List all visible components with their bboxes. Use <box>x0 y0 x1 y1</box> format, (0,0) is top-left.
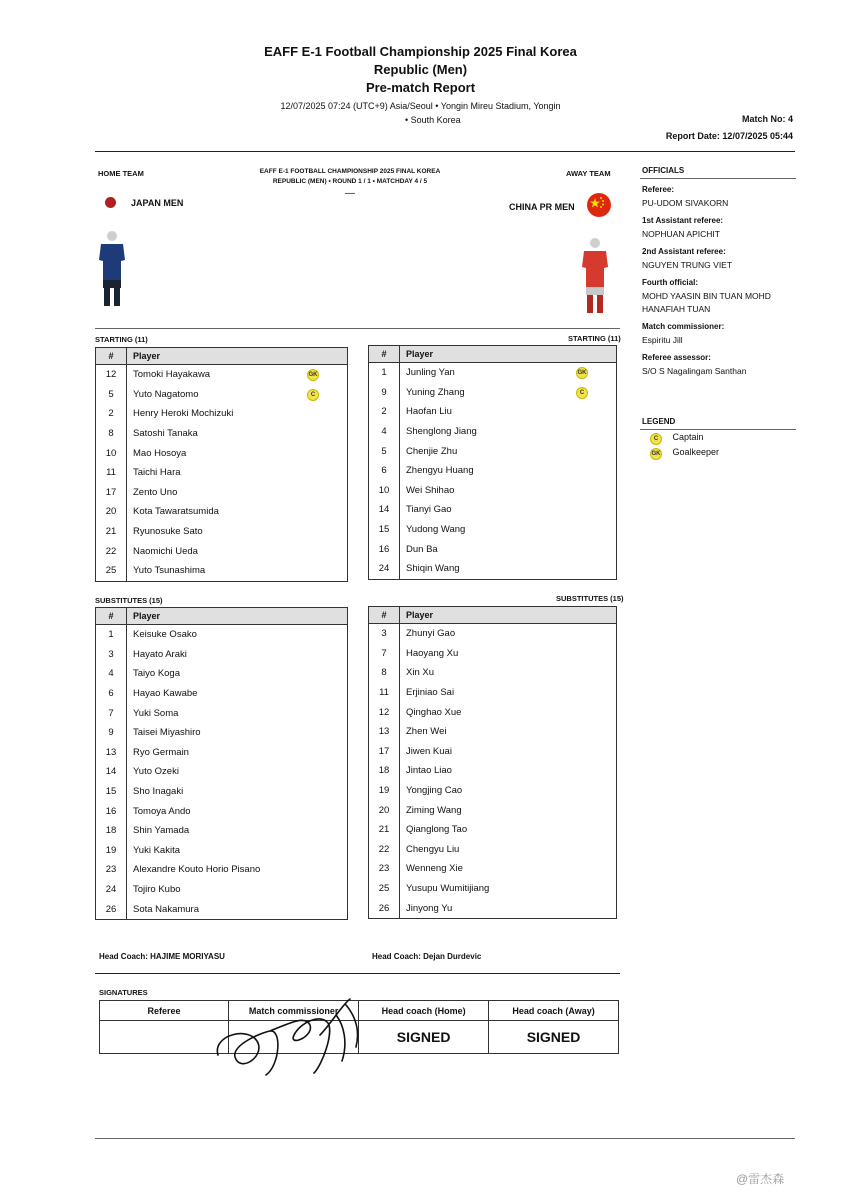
table-row <box>96 821 348 841</box>
player-name: Keisuke Osako <box>133 629 197 641</box>
player-badge-cell <box>576 781 617 801</box>
player-number: 7 <box>96 703 127 723</box>
player-name: Tianyi Gao <box>406 504 452 516</box>
player-name: Haoyang Xu <box>406 647 459 659</box>
player-name: Tomoya Ando <box>133 805 191 817</box>
official-role: Fourth official: <box>642 278 698 287</box>
player-badge-cell <box>576 539 617 559</box>
player-badge-cell <box>576 742 617 762</box>
player-badge-cell <box>307 645 348 665</box>
table-row <box>96 404 348 424</box>
official-role: Referee assessor: <box>642 353 711 362</box>
table-row <box>96 424 348 444</box>
player-badge-cell <box>307 841 348 861</box>
player-badge-cell <box>576 879 617 899</box>
player-badge-cell <box>307 664 348 684</box>
table-row <box>369 859 617 879</box>
player-name: Yuto Tsunashima <box>133 565 206 577</box>
table-row <box>369 461 617 481</box>
player-name: Mao Hosoya <box>133 447 187 459</box>
official-role: Match commissioner: <box>642 322 725 331</box>
player-number: 22 <box>369 840 400 860</box>
table-row <box>369 742 617 762</box>
datetime-venue: 12/07/2025 07:24 (UTC+9) Asia/Seoul • Yongin Mireu Stadium, Yongin <box>280 101 561 111</box>
player-name: Erjiniao Sai <box>406 687 455 699</box>
sig-away-coach-value: SIGNED <box>489 1021 619 1054</box>
col-player-header: Player <box>400 607 617 624</box>
table-row <box>369 383 617 403</box>
player-number: 16 <box>369 539 400 559</box>
table-row <box>96 880 348 900</box>
player-name: Zhunyi Gao <box>406 628 456 640</box>
table-row <box>96 684 348 704</box>
player-badge-cell <box>576 820 617 840</box>
table-row <box>96 625 348 645</box>
player-badge-cell <box>576 363 617 383</box>
player-name: Henry Heroki Mochizuki <box>133 408 234 420</box>
officials-list <box>642 185 802 384</box>
report-title-line1: EAFF E-1 Football Championship 2025 Final Korea <box>264 44 577 59</box>
player-name: Taichi Hara <box>133 467 181 479</box>
player-number: 2 <box>96 404 127 424</box>
official-name: NGUYEN TRUNG VIET <box>642 260 733 270</box>
official-item <box>642 216 802 241</box>
player-number: 14 <box>96 762 127 782</box>
player-badge-cell <box>307 541 348 561</box>
goalkeeper-badge-icon: GK <box>576 367 588 379</box>
player-name: Dun Ba <box>406 543 438 555</box>
player-badge-cell <box>576 702 617 722</box>
player-badge-cell <box>576 520 617 540</box>
table-row <box>369 644 617 664</box>
table-row <box>369 898 617 918</box>
player-badge-cell <box>576 761 617 781</box>
legend-divider <box>640 429 796 430</box>
signatures-divider <box>95 973 620 974</box>
officials-divider <box>640 178 796 179</box>
player-number: 12 <box>96 365 127 385</box>
player-badge-cell <box>576 559 617 579</box>
table-row <box>96 899 348 919</box>
player-badge-cell <box>576 422 617 442</box>
home-starting-label: STARTING (11) <box>95 335 148 344</box>
player-badge-cell <box>307 522 348 542</box>
table-row <box>369 441 617 461</box>
table-row <box>96 561 348 581</box>
player-number: 21 <box>369 820 400 840</box>
player-name: Tojiro Kubo <box>133 884 181 896</box>
official-item <box>642 353 802 378</box>
player-number: 6 <box>369 461 400 481</box>
table-row <box>369 539 617 559</box>
report-date: Report Date: 12/07/2025 05:44 <box>665 131 793 141</box>
player-name: Zento Uno <box>133 486 178 498</box>
venue-country: • South Korea <box>405 115 461 125</box>
sig-referee-header: Referee <box>100 1001 229 1021</box>
player-number: 26 <box>369 898 400 918</box>
player-name: Kota Tawaratsumida <box>133 506 219 518</box>
report-title-line2: Republic (Men) <box>373 62 468 77</box>
player-badge-cell <box>307 821 348 841</box>
official-name: NOPHUAN APICHIT <box>642 229 720 239</box>
player-name: Hayato Araki <box>133 648 187 660</box>
table-row <box>96 522 348 542</box>
player-number: 11 <box>369 683 400 703</box>
player-badge-cell <box>576 722 617 742</box>
player-number: 25 <box>369 879 400 899</box>
team-divider <box>95 328 620 329</box>
player-name: Junling Yan <box>406 367 455 379</box>
match-number: Match No: 4 <box>741 114 793 124</box>
competition-dash: — <box>345 188 355 199</box>
report-title-line3: Pre-match Report <box>365 80 476 95</box>
col-player-header: Player <box>127 348 348 365</box>
player-number: 18 <box>369 761 400 781</box>
home-team-name: JAPAN MEN <box>131 198 184 208</box>
away-subs-table <box>368 606 617 919</box>
player-number: 1 <box>96 625 127 645</box>
table-row <box>96 645 348 665</box>
away-starting-table <box>368 345 617 580</box>
official-role: Referee: <box>642 185 675 194</box>
player-badge-cell <box>576 481 617 501</box>
player-number: 4 <box>369 422 400 442</box>
player-name: Yuki Kakita <box>133 844 180 856</box>
competition-line1: EAFF E-1 FOOTBALL CHAMPIONSHIP 2025 FINAL KOREA <box>259 168 441 175</box>
player-number: 22 <box>96 541 127 561</box>
col-number-header: # <box>369 607 400 624</box>
signatures-heading: SIGNATURES <box>99 988 148 997</box>
player-badge-cell <box>576 898 617 918</box>
player-badge-cell <box>307 625 348 645</box>
table-row <box>369 761 617 781</box>
table-row <box>96 385 348 405</box>
table-row <box>96 443 348 463</box>
player-badge-cell <box>307 899 348 919</box>
player-number: 15 <box>96 782 127 802</box>
player-number: 19 <box>96 841 127 861</box>
header-divider <box>95 151 795 152</box>
player-name: Taisei Miyashiro <box>133 727 201 739</box>
player-number: 11 <box>96 463 127 483</box>
table-row <box>96 463 348 483</box>
player-number: 5 <box>96 385 127 405</box>
player-name: Taiyo Koga <box>133 668 181 680</box>
player-badge-cell <box>576 624 617 644</box>
table-row <box>96 365 348 385</box>
player-name: Ryunosuke Sato <box>133 526 203 538</box>
player-badge-cell <box>307 463 348 483</box>
player-badge-cell <box>307 860 348 880</box>
table-row <box>369 422 617 442</box>
legend-captain-label: Captain <box>672 432 704 442</box>
away-starting-label: STARTING (11) <box>568 334 621 343</box>
player-name: Sho Inagaki <box>133 786 184 798</box>
table-row <box>96 801 348 821</box>
table-row <box>369 702 617 722</box>
table-row <box>369 363 617 383</box>
player-name: Hayao Kawabe <box>133 688 198 700</box>
player-name: Qinghao Xue <box>406 706 462 718</box>
player-name: Shin Yamada <box>133 825 190 837</box>
sig-commissioner-header: Match commissioner <box>229 1001 359 1021</box>
player-badge-cell <box>307 723 348 743</box>
official-item <box>642 322 802 347</box>
table-row <box>96 703 348 723</box>
player-name: Naomichi Ueda <box>133 545 198 557</box>
captain-badge-icon: C <box>650 433 662 445</box>
col-player-header: Player <box>400 346 617 363</box>
table-row <box>369 559 617 579</box>
player-name: Yuto Nagatomo <box>133 388 199 400</box>
player-badge-cell <box>307 703 348 723</box>
home-subs-table <box>95 607 348 920</box>
player-name: Alexandre Kouto Horio Pisano <box>133 864 261 876</box>
player-name: Yuto Ozeki <box>133 766 179 778</box>
player-number: 17 <box>369 742 400 762</box>
player-badge-cell <box>307 684 348 704</box>
competition-line2: REPUBLIC (MEN) • ROUND 1 / 1 • MATCHDAY 4 / 5 <box>272 178 428 185</box>
official-item <box>642 185 802 210</box>
table-row <box>96 860 348 880</box>
player-badge-cell <box>307 502 348 522</box>
table-row <box>369 800 617 820</box>
player-number: 26 <box>96 899 127 919</box>
table-row <box>369 840 617 860</box>
official-name: MOHD YAASIN BIN TUAN MOHD HANAFIAH TUAN <box>642 291 771 314</box>
table-row <box>369 481 617 501</box>
player-number: 20 <box>369 800 400 820</box>
player-name: Yongjing Cao <box>406 785 463 797</box>
table-row <box>369 624 617 644</box>
away-kit-icon <box>580 237 610 315</box>
player-name: Wenneng Xie <box>406 863 463 875</box>
player-number: 13 <box>369 722 400 742</box>
home-team-label: HOME TEAM <box>98 169 144 178</box>
player-number: 20 <box>96 502 127 522</box>
table-row <box>96 483 348 503</box>
player-number: 16 <box>96 801 127 821</box>
away-subs-label: SUBSTITUTES (15) <box>556 594 624 603</box>
player-badge-cell <box>307 424 348 444</box>
handwritten-signature <box>210 995 370 1080</box>
official-item <box>642 247 802 272</box>
player-badge-cell <box>576 402 617 422</box>
player-badge-cell <box>576 800 617 820</box>
player-name: Zhengyu Huang <box>406 465 474 477</box>
player-name: Sota Nakamura <box>133 903 200 915</box>
away-team-label: AWAY TEAM <box>566 169 611 178</box>
player-badge-cell <box>307 880 348 900</box>
table-row <box>369 402 617 422</box>
away-head-coach: Head Coach: Dejan Durdevic <box>372 952 482 961</box>
china-flag-icon <box>587 193 611 217</box>
player-badge-cell <box>307 561 348 581</box>
player-number: 19 <box>369 781 400 801</box>
home-kit-icon <box>97 230 127 308</box>
table-row <box>96 841 348 861</box>
player-badge-cell <box>307 385 348 405</box>
table-row <box>369 722 617 742</box>
legend-captain <box>650 432 704 445</box>
table-row <box>96 782 348 802</box>
player-number: 8 <box>96 424 127 444</box>
player-badge-cell <box>307 365 348 385</box>
player-number: 7 <box>369 644 400 664</box>
official-role: 2nd Assistant referee: <box>642 247 726 256</box>
player-number: 23 <box>96 860 127 880</box>
player-name: Jintao Liao <box>406 765 452 777</box>
player-number: 15 <box>369 520 400 540</box>
captain-badge-icon: C <box>307 389 319 401</box>
player-badge-cell <box>307 483 348 503</box>
home-subs-label: SUBSTITUTES (15) <box>95 596 163 605</box>
footer-divider <box>95 1138 795 1139</box>
player-name: Xin Xu <box>406 667 434 679</box>
player-name: Yuning Zhang <box>406 386 465 398</box>
table-row <box>96 541 348 561</box>
player-number: 17 <box>96 483 127 503</box>
player-name: Yudong Wang <box>406 524 466 536</box>
goalkeeper-badge-icon: GK <box>650 448 662 460</box>
player-badge-cell <box>576 683 617 703</box>
player-number: 24 <box>369 559 400 579</box>
player-badge-cell <box>307 762 348 782</box>
col-number-header: # <box>96 608 127 625</box>
player-name: Ziming Wang <box>406 804 462 816</box>
player-name: Haofan Liu <box>406 406 452 418</box>
player-badge-cell <box>576 500 617 520</box>
player-number: 8 <box>369 663 400 683</box>
official-name: S/O S Nagalingam Santhan <box>642 366 747 376</box>
official-name: PU-UDOM SIVAKORN <box>642 198 729 208</box>
goalkeeper-badge-icon: GK <box>307 369 319 381</box>
player-number: 25 <box>96 561 127 581</box>
table-row <box>96 723 348 743</box>
player-badge-cell <box>576 461 617 481</box>
player-number: 13 <box>96 743 127 763</box>
table-row <box>369 879 617 899</box>
legend-goalkeeper <box>650 447 719 460</box>
home-head-coach: Head Coach: HAJIME MORIYASU <box>99 952 225 961</box>
official-role: 1st Assistant referee: <box>642 216 724 225</box>
player-name: Qianglong Tao <box>406 824 468 836</box>
official-name: Espiritu Jill <box>642 335 683 345</box>
player-number: 24 <box>96 880 127 900</box>
player-number: 23 <box>369 859 400 879</box>
player-number: 14 <box>369 500 400 520</box>
sig-away-coach-header: Head coach (Away) <box>489 1001 619 1021</box>
player-name: Shenglong Jiang <box>406 426 477 438</box>
player-name: Tomoki Hayakawa <box>133 369 211 381</box>
player-number: 4 <box>96 664 127 684</box>
player-number: 3 <box>369 624 400 644</box>
table-row <box>369 500 617 520</box>
player-name: Chenjie Zhu <box>406 445 458 457</box>
player-badge-cell <box>576 441 617 461</box>
player-name: Jinyong Yu <box>406 902 453 914</box>
player-number: 21 <box>96 522 127 542</box>
player-name: Yuki Soma <box>133 707 179 719</box>
player-name: Zhen Wei <box>406 726 447 738</box>
watermark: @雷杰森 <box>736 1172 785 1186</box>
player-number: 9 <box>96 723 127 743</box>
player-name: Ryo Germain <box>133 746 189 758</box>
player-number: 6 <box>96 684 127 704</box>
japan-flag-icon <box>105 197 116 208</box>
table-row <box>369 820 617 840</box>
table-row <box>369 683 617 703</box>
player-number: 10 <box>369 481 400 501</box>
table-row <box>96 664 348 684</box>
player-name: Chengyu Liu <box>406 843 460 855</box>
player-badge-cell <box>576 644 617 664</box>
sig-home-coach-value: SIGNED <box>359 1021 489 1054</box>
player-name: Jiwen Kuai <box>406 745 452 757</box>
sig-home-coach-header: Head coach (Home) <box>359 1001 489 1021</box>
player-number: 1 <box>369 363 400 383</box>
player-number: 2 <box>369 402 400 422</box>
table-row <box>96 743 348 763</box>
player-name: Wei Shihao <box>406 484 455 496</box>
player-number: 3 <box>96 645 127 665</box>
player-badge-cell <box>307 801 348 821</box>
player-number: 12 <box>369 702 400 722</box>
player-name: Shiqin Wang <box>406 563 460 575</box>
player-badge-cell <box>307 443 348 463</box>
player-badge-cell <box>576 840 617 860</box>
table-row <box>96 762 348 782</box>
home-starting-table <box>95 347 348 582</box>
player-badge-cell <box>307 743 348 763</box>
table-row <box>369 663 617 683</box>
table-row <box>369 781 617 801</box>
captain-badge-icon: C <box>576 387 588 399</box>
player-badge-cell <box>576 663 617 683</box>
col-player-header: Player <box>127 608 348 625</box>
col-number-header: # <box>369 346 400 363</box>
player-name: Yusupu Wumitijiang <box>406 883 490 895</box>
player-badge-cell <box>307 782 348 802</box>
player-number: 9 <box>369 383 400 403</box>
player-name: Satoshi Tanaka <box>133 428 198 440</box>
away-team-name: CHINA PR MEN <box>509 202 575 212</box>
player-badge-cell <box>576 859 617 879</box>
col-number-header: # <box>96 348 127 365</box>
player-number: 18 <box>96 821 127 841</box>
player-badge-cell <box>576 383 617 403</box>
table-row <box>369 520 617 540</box>
player-number: 5 <box>369 441 400 461</box>
officials-heading: OFFICIALS <box>642 166 685 175</box>
legend-heading: LEGEND <box>642 417 676 426</box>
player-badge-cell <box>307 404 348 424</box>
legend-goalkeeper-label: Goalkeeper <box>672 447 720 457</box>
official-item <box>642 278 802 316</box>
table-row <box>96 502 348 522</box>
player-number: 10 <box>96 443 127 463</box>
